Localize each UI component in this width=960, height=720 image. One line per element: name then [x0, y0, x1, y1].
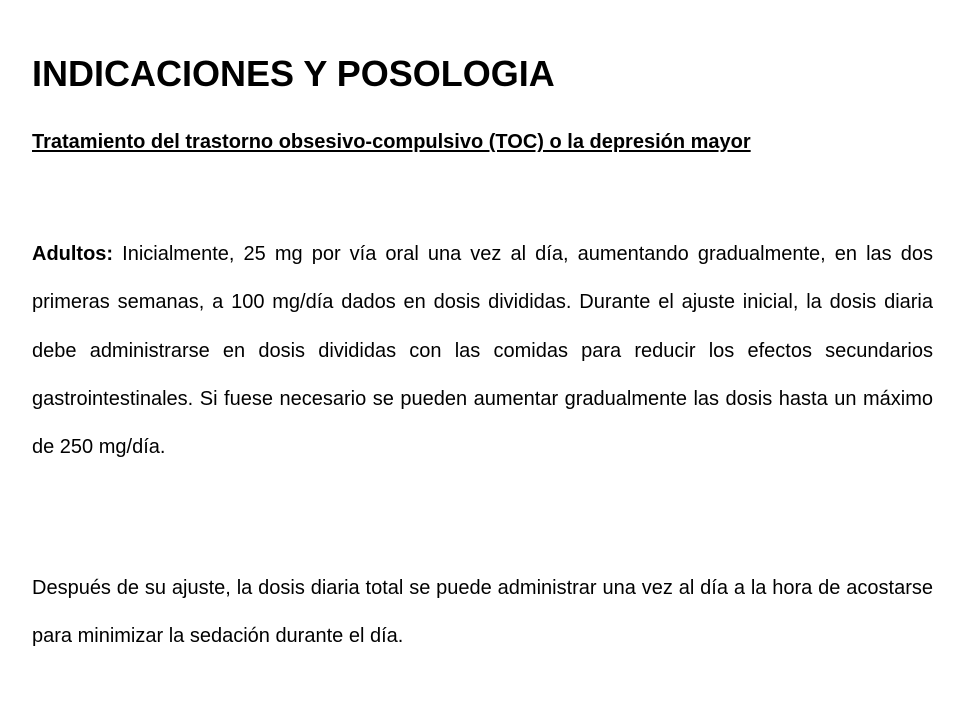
adults-text: Inicialmente, 25 mg por vía oral una vez al día, aumentando gradualmente, en las dos primeras semanas, a 100 mg/día dados en dosis divididas. Durante el ajuste inicial, la dosis diaria debe administrarse en dosis divididas con las comidas para reducir los efectos secundarios gastrointestinales. Si fuese necesario se pueden aumentar gradualmente las dosis hasta un máximo de 250 mg/día. [32, 243, 933, 459]
section-heading: Tratamiento del trastorno obsesivo-compulsivo (TOC) o la depresión mayor [32, 131, 751, 153]
page-title: INDICACIONES Y POSOLOGIA [32, 53, 555, 94]
slide [32, 0, 933, 720]
adults-label: Adultos: [32, 243, 114, 265]
adults-paragraph [32, 230, 933, 471]
adjustment-paragraph: Después de su ajuste, la dosis diaria total se puede administrar una vez al día a la hora de acostarse para minimizar la sedación durante el día. [32, 577, 933, 648]
